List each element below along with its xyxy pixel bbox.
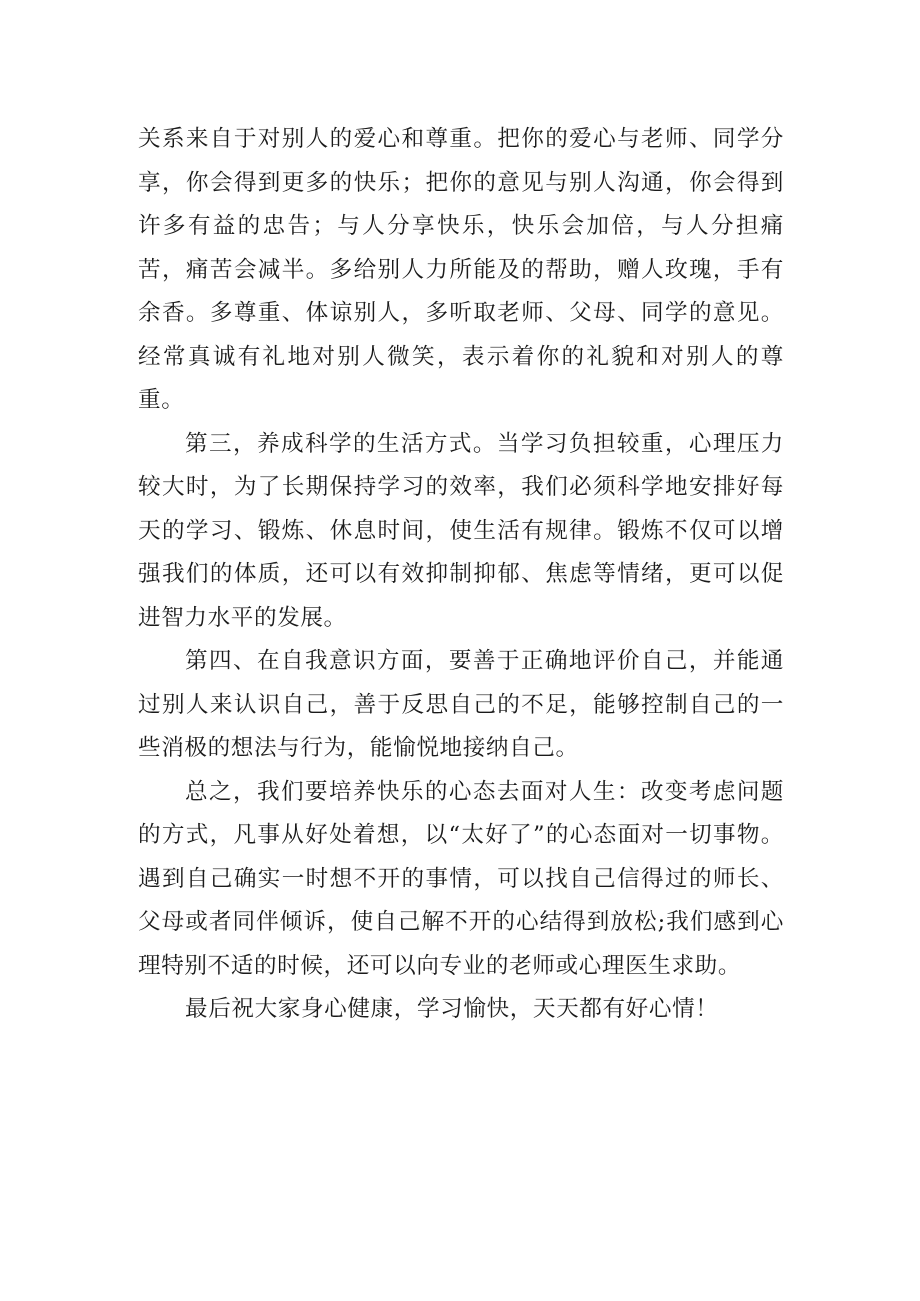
paragraph-summary: 总之，我们要培养快乐的心态去面对人生：改变考虑问题的方式，凡事从好处着想，以“太好了”的心态面对一切事物。遇到自己确实一时想不开的事情，可以找自己信得过的师长、父母或者同伴倾诉，使自己解不开的心结得到放松;我们感到心理特别不适的时候，还可以向专业的老师或心理医生求助。: [138, 778, 784, 979]
paragraph-closing: 最后祝大家身心健康，学习愉快，天天都有好心情！: [185, 996, 719, 1022]
paragraph-fourth-point: 第四、在自我意识方面，要善于正确地评价自己，并能通过别人来认识自己，善于反思自己的不足，能够控制自己的一些消极的想法与行为，能愉悦地接纳自己。: [138, 648, 784, 761]
paragraph-continuation: 关系来自于对别人的爱心和尊重。把你的爱心与老师、同学分享，你会得到更多的快乐；把你的意见与别人沟通，你会得到许多有益的忠告；与人分享快乐，快乐会加倍，与人分担痛苦，痛苦会减半。多给别人力所能及的帮助，赠人玫瑰，手有余香。多尊重、体谅别人，多听取老师、父母、同学的意见。经常真诚有礼地对别人微笑，表示着你的礼貌和对别人的尊重。: [138, 126, 784, 413]
document-body: [138, 118, 784, 1032]
paragraph-third-point: 第三，养成科学的生活方式。当学习负担较重，心理压力较大时，为了长期保持学习的效率，我们必须科学地安排好每天的学习、锻炼、休息时间，使生活有规律。锻炼不仅可以增强我们的体质，还可以有效抑制抑郁、焦虑等情绪，更可以促进智力水平的发展。: [138, 430, 784, 631]
